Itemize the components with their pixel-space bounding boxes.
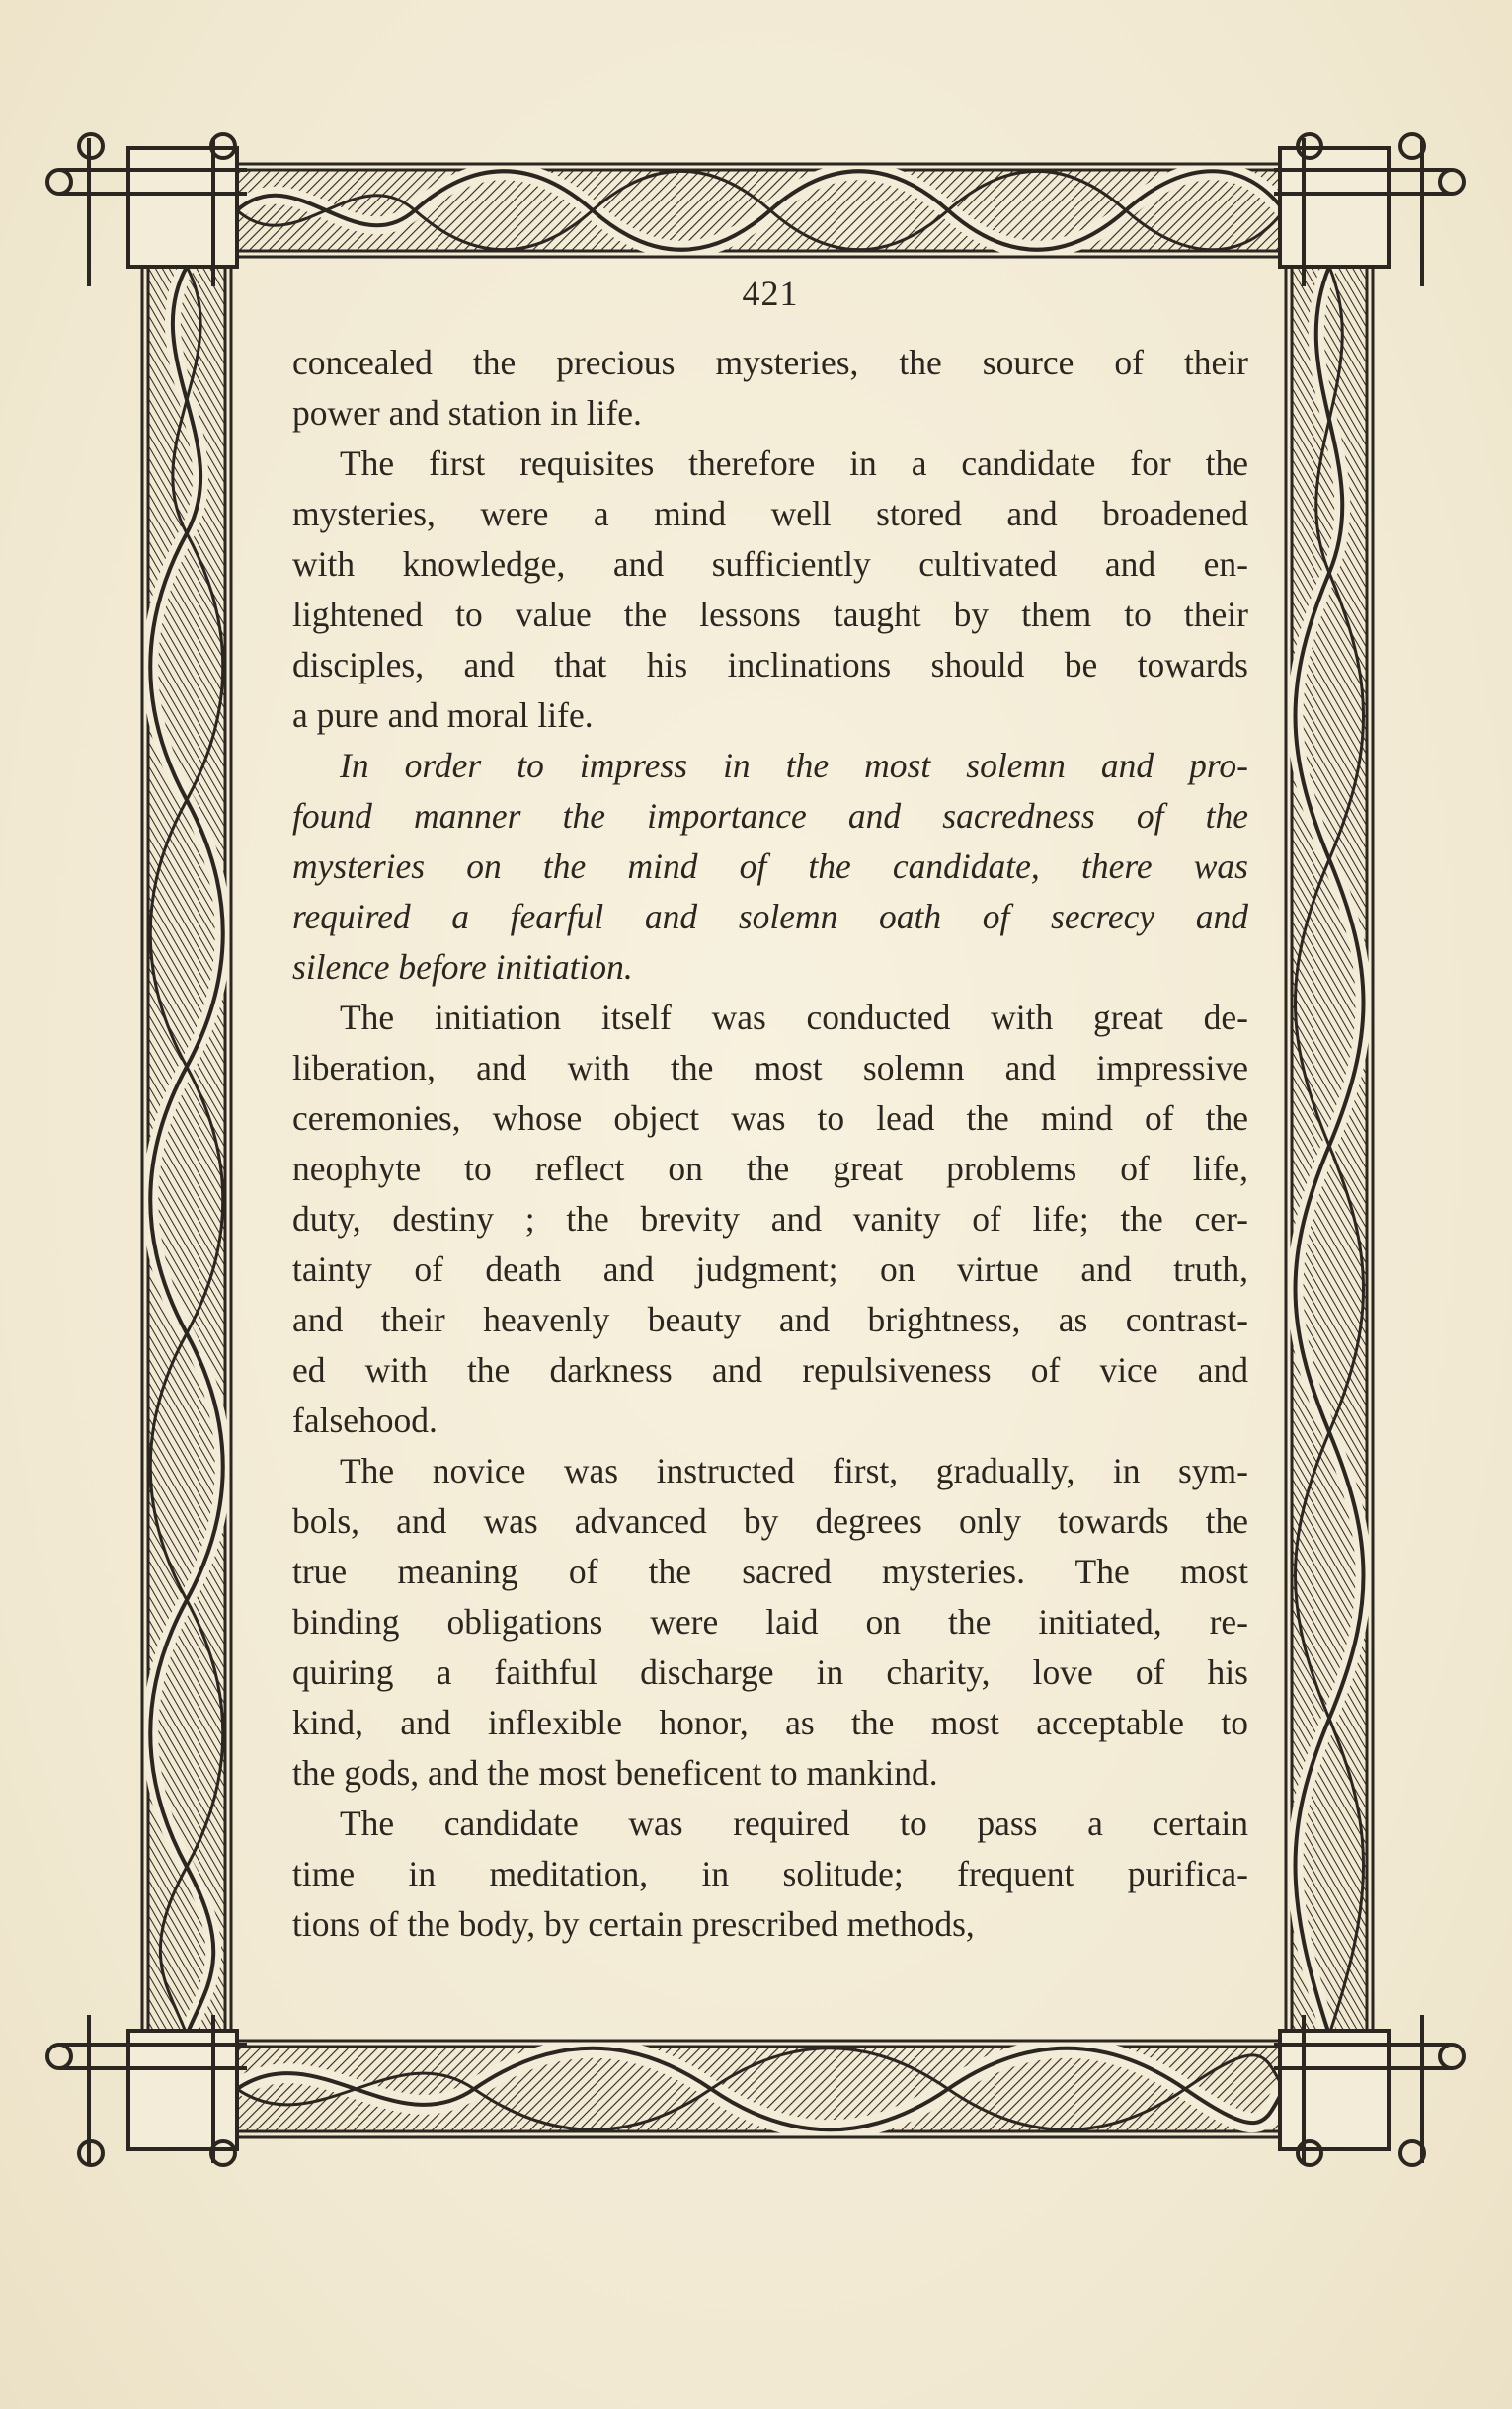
left-border-band — [142, 257, 231, 2041]
text-line: binding obligations were laid on the initiated, re- — [292, 1602, 1248, 1642]
right-border-band — [1286, 257, 1373, 2041]
corner-ornament-top-left — [47, 134, 247, 286]
top-border-band — [225, 164, 1292, 257]
text-line: power and station in life. — [292, 393, 642, 433]
text-line: The candidate was required to pass a certain — [340, 1804, 1248, 1843]
text-line: silence before initiation. — [292, 947, 633, 987]
text-line: The novice was instructed first, gradually, in sym- — [340, 1451, 1248, 1490]
corner-ornament-bottom-right — [1274, 2015, 1464, 2165]
paragraph — [292, 1799, 1248, 1950]
text-line: the gods, and the most beneficent to mankind. — [292, 1753, 938, 1793]
text-line: lightened to value the lessons taught by them to their — [292, 595, 1248, 634]
paragraph — [292, 1446, 1248, 1799]
text-line: found manner the importance and sacredness of the — [292, 796, 1248, 836]
text-line: neophyte to reflect on the great problems of life, — [292, 1149, 1248, 1188]
text-line: with knowledge, and sufficiently cultivated and en- — [292, 544, 1248, 584]
text-line: quiring a faithful discharge in charity, love of his — [292, 1652, 1248, 1692]
text-line: ceremonies, whose object was to lead the mind of the — [292, 1098, 1248, 1138]
text-line: The first requisites therefore in a candidate for the — [340, 443, 1248, 483]
text-line: duty, destiny ; the brevity and vanity of life; the cer- — [292, 1199, 1248, 1239]
page-number: 421 — [742, 274, 799, 313]
text-line: and their heavenly beauty and brightness, as contrast- — [292, 1300, 1248, 1339]
text-line: true meaning of the sacred mysteries. The most — [292, 1552, 1248, 1591]
text-line: mysteries, were a mind well stored and broadened — [292, 494, 1248, 533]
text-line: In order to impress in the most solemn and pro- — [340, 746, 1248, 785]
paragraph — [292, 741, 1248, 993]
text-line: disciples, and that his inclinations should be towards — [292, 645, 1248, 684]
corner-ornament-top-right — [1274, 134, 1464, 286]
text-line: tions of the body, by certain prescribed methods, — [292, 1904, 975, 1944]
text-line: required a fearful and solemn oath of secrecy and — [292, 897, 1248, 936]
text-line: a pure and moral life. — [292, 695, 594, 735]
text-line: concealed the precious mysteries, the source of their — [292, 343, 1248, 382]
text-line: mysteries on the mind of the candidate, there was — [292, 846, 1248, 886]
bottom-border-band — [225, 2041, 1292, 2137]
text-line: falsehood. — [292, 1401, 438, 1440]
paragraph-container — [292, 338, 1248, 1950]
paragraph — [292, 439, 1248, 741]
text-line: bols, and was advanced by degrees only towards the — [292, 1501, 1248, 1541]
paragraph — [292, 338, 1248, 439]
page-text-area — [292, 259, 1248, 1977]
text-line: kind, and inflexible honor, as the most acceptable to — [292, 1703, 1248, 1742]
text-line: time in meditation, in solitude; frequent purifica- — [292, 1854, 1248, 1893]
text-line: The initiation itself was conducted with great de- — [340, 998, 1248, 1037]
corner-ornament-bottom-left — [47, 2015, 247, 2165]
paragraph — [292, 993, 1248, 1446]
text-line: tainty of death and judgment; on virtue and truth, — [292, 1249, 1248, 1289]
text-line: liberation, and with the most solemn and impressive — [292, 1048, 1248, 1087]
text-line: ed with the darkness and repulsiveness of vice and — [292, 1350, 1248, 1390]
